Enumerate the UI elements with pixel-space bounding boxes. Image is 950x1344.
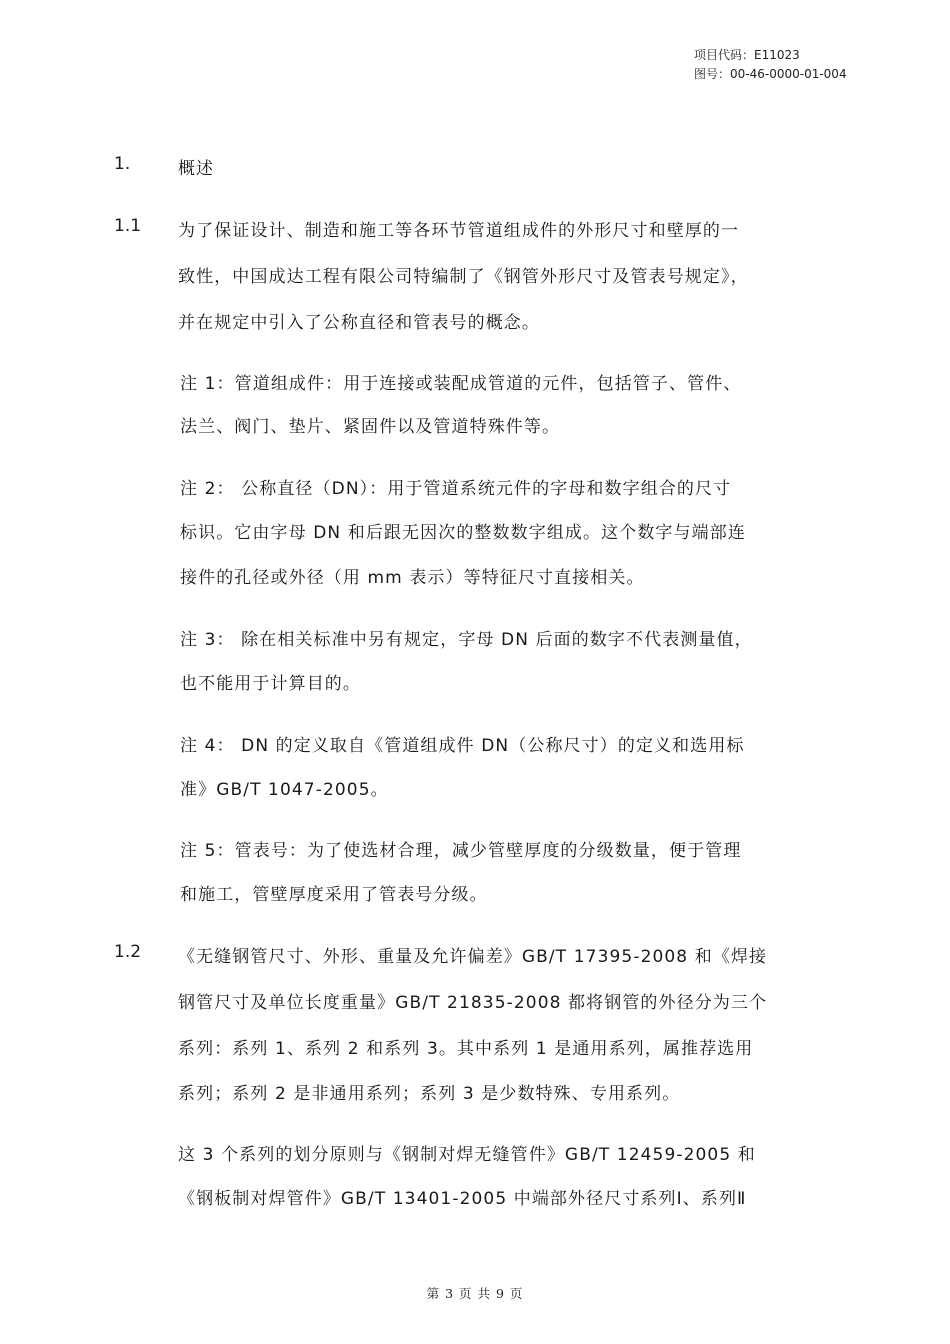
note-line: 接件的孔径或外径（用 mm 表示）等特征尺寸直接相关。 [180, 568, 645, 588]
paragraph-line: 为了保证设计、制造和施工等各环节管道组成件的外形尺寸和壁厚的一 [178, 221, 740, 241]
note-line: 和施工，管壁厚度采用了管表号分级。 [180, 885, 488, 905]
note-line: 注 3： 除在相关标准中另有规定，字母 DN 后面的数字不代表测量值， [180, 630, 753, 650]
note-line: 准》GB/T 1047-2005。 [180, 780, 389, 800]
subsection-number: 1.1 [114, 216, 142, 236]
paragraph-line: 这 3 个系列的划分原则与《钢制对焊无缝管件》GB/T 12459-2005 和 [178, 1145, 756, 1165]
note-line: 注 4： DN 的定义取自《管道组成件 DN（公称尺寸）的定义和选用标 [180, 736, 745, 756]
note-line: 法兰、阀门、垫片、紧固件以及管道特殊件等。 [180, 417, 561, 437]
paragraph-line: 《无缝钢管尺寸、外形、重量及允许偏差》GB/T 17395-2008 和《焊接 [178, 947, 768, 967]
paragraph-line: 系列；系列 2 是非通用系列；系列 3 是少数特殊、专用系列。 [178, 1084, 681, 1104]
paragraph-line: 系列：系列 1、系列 2 和系列 3。其中系列 1 是通用系列，属推荐选用 [178, 1039, 754, 1059]
note-line: 注 2： 公称直径（DN）：用于管道系统元件的字母和数字组合的尺寸 [180, 479, 732, 499]
drawing-number: 图号：00-46-0000-01-004 [694, 67, 847, 81]
paragraph-line: 并在规定中引入了公称直径和管表号的概念。 [178, 313, 540, 333]
paragraph-line: 《钢板制对焊管件》GB/T 13401-2005 中端部外径尺寸系列Ⅰ、系列Ⅱ [178, 1189, 747, 1209]
project-code: 项目代码：E11023 [694, 48, 800, 62]
note-line: 也不能用于计算目的。 [180, 674, 361, 694]
section-number: 1. [114, 154, 131, 174]
note-line: 标识。它由字母 DN 和后跟无因次的整数数字组成。这个数字与端部连 [180, 523, 746, 543]
note-line: 注 1：管道组成件：用于连接或装配成管道的元件，包括管子、管件、 [180, 374, 742, 394]
page-footer: 第 3 页 共 9 页 [426, 1286, 524, 1301]
note-line: 注 5：管表号：为了使选材合理，减少管壁厚度的分级数量，便于管理 [180, 841, 742, 861]
page-header [694, 46, 847, 84]
paragraph-line: 钢管尺寸及单位长度重量》GB/T 21835-2008 都将钢管的外径分为三个 [178, 993, 768, 1013]
paragraph-line: 致性，中国成达工程有限公司特编制了《钢管外形尺寸及管表号规定》， [178, 267, 749, 287]
subsection-number: 1.2 [114, 942, 142, 962]
section-title: 概述 [178, 159, 214, 179]
